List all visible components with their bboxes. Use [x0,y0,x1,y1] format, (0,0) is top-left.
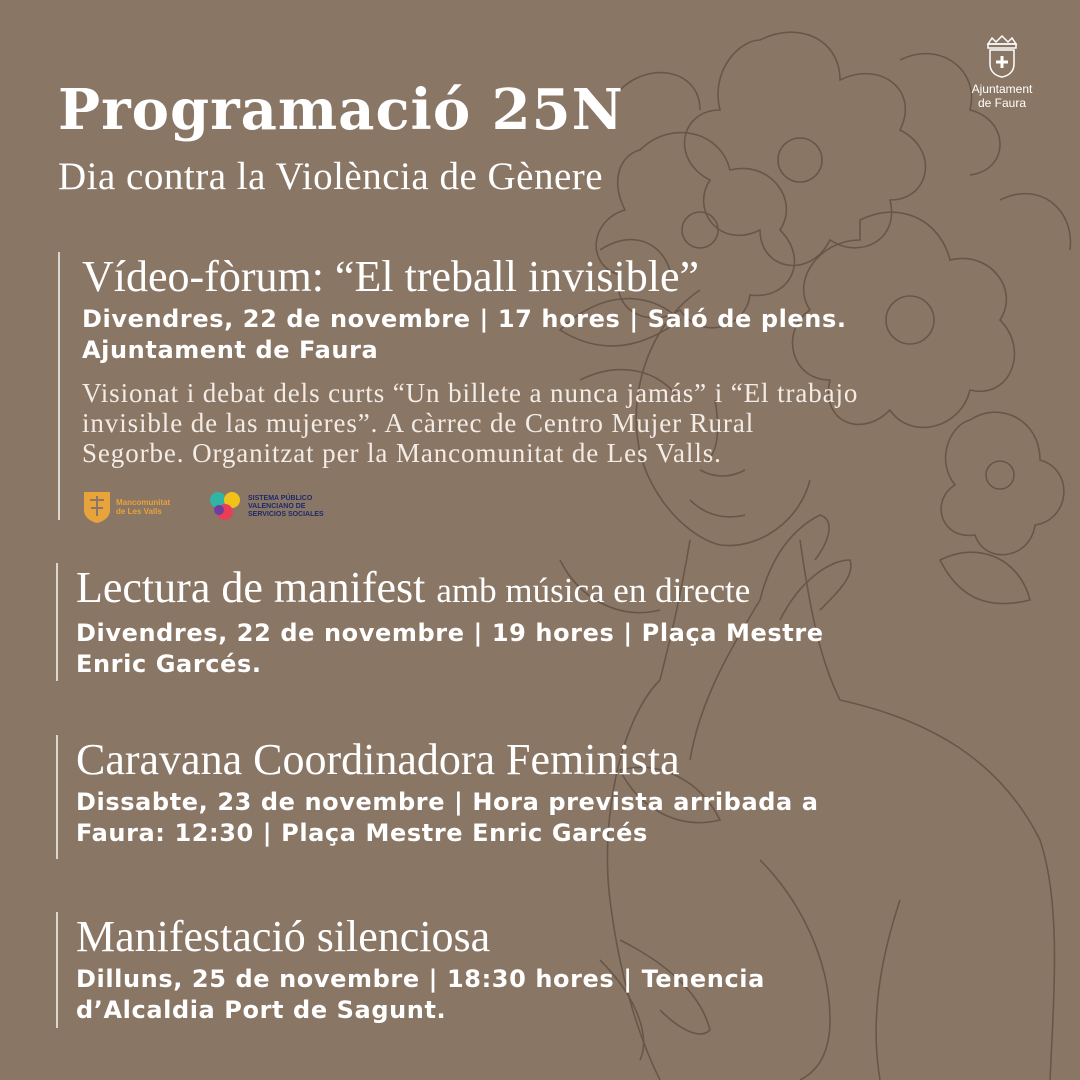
mancomunitat-line: de Les Valls [116,507,162,516]
mancomunitat-logo [82,490,170,524]
event-date [76,618,1056,680]
event-date [76,964,1056,1026]
event-date-line: Divendres, 22 de novembre | 19 hores | Plaça Mestre [76,619,824,647]
event-date-line: Ajuntament de Faura [82,336,379,364]
sistema-line: SERVICIOS SOCIALES [248,511,324,518]
event-manifestacio [56,912,1056,1028]
event-title [76,563,1056,616]
page-title: Programació 25N [58,77,624,143]
colored-circles-icon [208,490,244,524]
partner-logos [78,490,1058,530]
event-date-line: Divendres, 22 de novembre | 17 hores | Saló de plens. [82,305,847,333]
event-date-line: Dilluns, 25 de novembre | 18:30 hores | Tenencia [76,965,765,993]
event-date [82,304,1058,366]
event-description-line: invisible de las mujeres”. A càrrec de Centro Mujer Rural [82,408,755,438]
event-date [76,787,1056,849]
sistema-line: VALENCIANO DE [248,503,306,510]
logo-line-1: Ajuntament [971,82,1033,96]
crest-icon [984,34,1020,78]
event-title-main: Lectura de manifest [76,563,426,612]
event-description [82,378,1058,468]
sistema-line: SISTEMA PÚBLICO [248,495,313,502]
event-caravana [56,735,1056,859]
event-date-line: Faura: 12:30 | Plaça Mestre Enric Garcés [76,819,648,847]
event-title: Manifestació silenciosa [76,912,491,961]
event-lectura-manifest [56,563,1056,681]
event-title-small: amb música en directe [436,571,751,610]
sistema-servicios-sociales-logo [208,490,324,524]
mancomunitat-line: Mancomunitat [116,498,171,507]
event-date-line: Enric Garcés. [76,650,262,678]
logo-line-2: de Faura [977,96,1027,110]
ajuntament-faura-logo [962,34,1042,110]
event-description-line: Segorbe. Organitzat per la Mancomunitat de Les Valls. [82,438,722,468]
event-description-line: Visionat i debat dels curts “Un billete a nunca jamás” i “El trabajo [82,378,859,408]
mancomunitat-crest-icon [82,490,112,524]
event-date-line: Dissabte, 23 de novembre | Hora prevista arribada a [76,788,819,816]
event-date-line: d’Alcaldia Port de Sagunt. [76,996,447,1024]
event-title: Caravana Coordinadora Feminista [76,735,680,784]
page-subtitle: Dia contra la Violència de Gènere [58,155,604,198]
event-title: Vídeo-fòrum: “El treball invisible” [82,252,700,301]
event-video-forum [58,252,1058,520]
